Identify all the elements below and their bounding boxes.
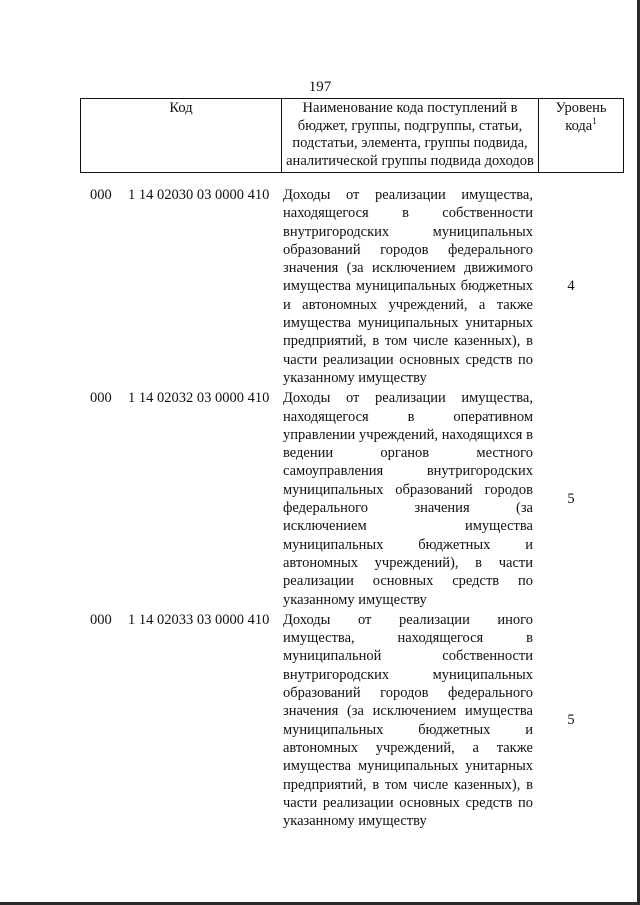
row-level: 5 bbox=[567, 712, 575, 729]
row-code: 1 14 02032 03 0000 410 bbox=[128, 390, 270, 407]
row-code: 1 14 02030 03 0000 410 bbox=[128, 187, 270, 203]
row-name: Доходы от реализации иного имущества, находящегося в муниципальной собственности внутригородских муниципальных образований городов федерального значения (за исключением имущества муниципальных бюджетных и автономных учреждений, а также имущества муниципальных унитарных предприятий, в том числе казенных), в части реализации основных средств по указанному имуществу bbox=[283, 611, 533, 830]
row-name: Доходы от реализации имущества, находящегося в собственности внутригородских муниципальных образований городов федерального значения (за исключением движимого имущества муниципальных бюджетных и автономных учреждений, а также имущества муниципальных унитарных предприятий, в том числе казенных), в части реализации основных средств по указанному имуществу bbox=[283, 187, 533, 386]
header-level-label: Уровень кода bbox=[555, 100, 607, 134]
row-name: Доходы от реализации имущества, находящегося в оперативном управлении учреждений, находящихся в ведении органов местного самоуправления внутригородских муниципальных образований городов федерального значения (за исключением имущества муниципальных бюджетных и автономных учреждений), в части реализации основных средств по указанному имуществу bbox=[283, 390, 533, 608]
header-level bbox=[539, 99, 624, 173]
row-prefix: 000 bbox=[90, 390, 112, 407]
footnote-marker: 1 bbox=[592, 115, 597, 126]
table-row bbox=[0, 389, 640, 609]
table-header bbox=[80, 98, 624, 173]
header-code: Код bbox=[81, 99, 282, 173]
row-code: 1 14 02033 03 0000 410 bbox=[128, 611, 270, 628]
row-prefix: 000 bbox=[90, 187, 112, 203]
table-body bbox=[0, 186, 640, 830]
header-name: Наименование кода поступлений в бюджет, группы, подгруппы, статьи, подстатьи, элемента, группы подвида, аналитической группы подвида доходов bbox=[282, 99, 539, 173]
row-level: 5 bbox=[567, 490, 575, 507]
row-prefix: 000 bbox=[90, 611, 112, 628]
table-row bbox=[0, 611, 640, 831]
table-row bbox=[0, 186, 640, 387]
row-level: 4 bbox=[567, 278, 575, 295]
page-number: 197 bbox=[308, 79, 332, 95]
